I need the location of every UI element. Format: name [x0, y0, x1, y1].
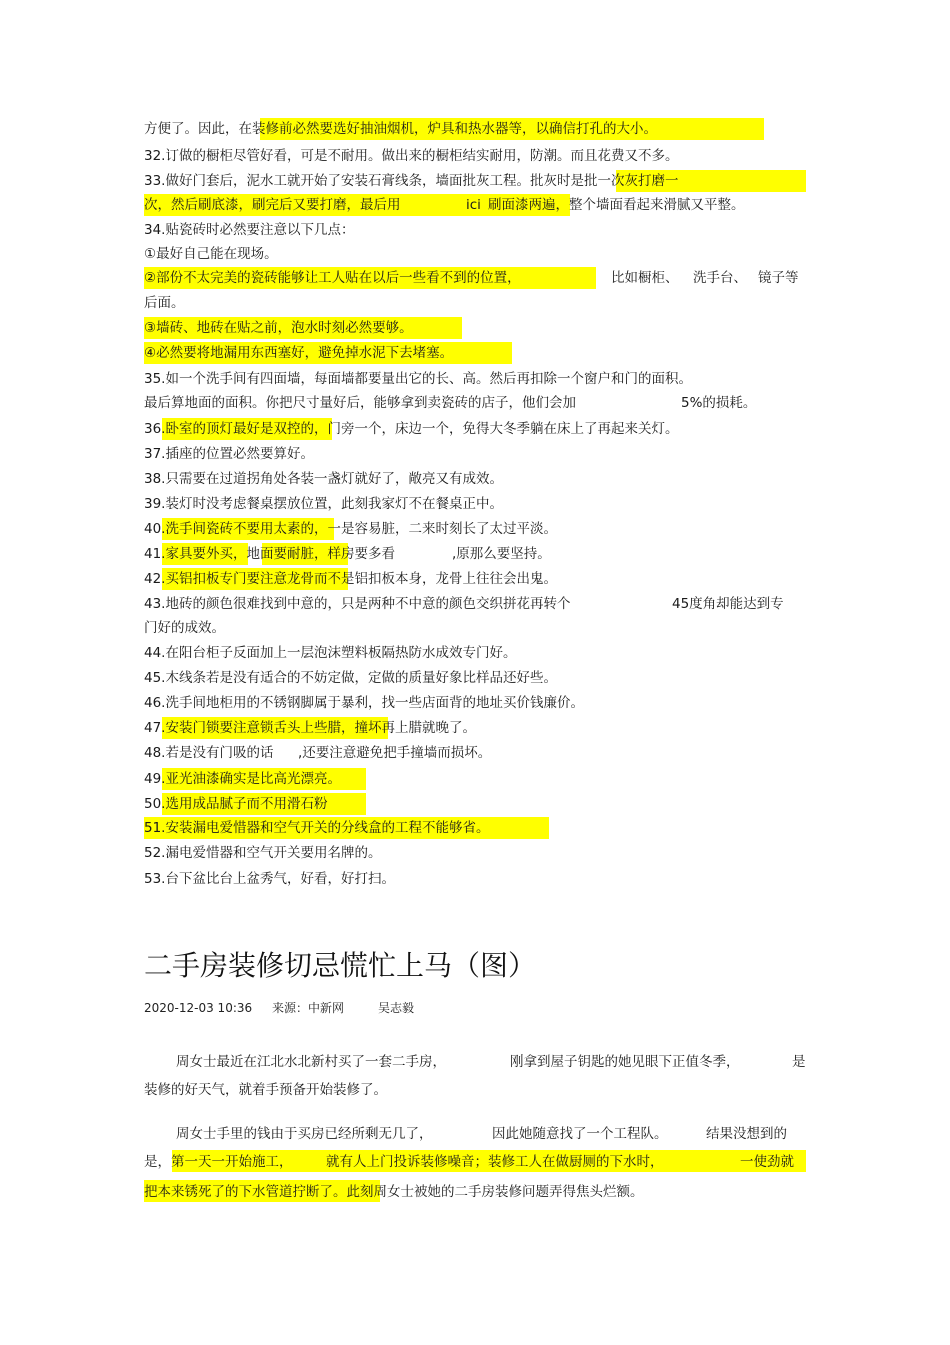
article-source: 来源：中新网 — [272, 1001, 345, 1015]
text-line: 41.家具要外买，地面要耐脏，样房要多看 — [144, 546, 395, 562]
paragraph-line: 是，第一天一开始施工， — [144, 1154, 293, 1170]
text-line: ici — [466, 197, 481, 213]
text-line: 刷面漆两遍，整个墙面看起来滑腻又平整。 — [488, 197, 745, 213]
text-line: 35.如一个洗手间有四面墙，每面墙都要量出它的长、高。然后再扣除一个窗户和门的面积。 — [144, 371, 692, 387]
text-line: ④必然要将地漏用东西塞好，避免掉水泥下去堵塞。 — [144, 345, 454, 361]
text-line: 37.插座的位置必然要算好。 — [144, 446, 314, 462]
paragraph-line: 因此她随意找了一个工程队。 — [492, 1126, 668, 1142]
text-line: 后面。 — [144, 295, 185, 311]
paragraph-line: 装修的好天气，就着手预备开始装修了。 — [144, 1082, 387, 1098]
text-line: 32.订做的橱柜尽管好看，可是不耐用。做出来的橱柜结实耐用，防潮。而且花费又不多。 — [144, 148, 679, 164]
paragraph-line: 是 — [792, 1054, 806, 1070]
text-line: 51.安装漏电爱惜器和空气开关的分线盒的工程不能够省。 — [144, 820, 490, 836]
paragraph-line: 周女士最近在江北水北新村买了一套二手房， — [176, 1054, 446, 1070]
paragraph-line: 周女士手里的钱由于买房已经所剩无几了， — [176, 1126, 433, 1142]
text-line: 43.地砖的颜色很难找到中意的，只是两种不中意的颜色交织拼花再转个 — [144, 596, 571, 612]
text-line: 44.在阳台柜子反面加上一层泡沫塑料板隔热防水成效专门好。 — [144, 645, 517, 661]
text-line: 50.选用成品腻子而不用滑石粉 — [144, 796, 328, 812]
text-line: 45.木线条若是没有适合的不妨定做，定做的质量好象比样品还好些。 — [144, 670, 557, 686]
text-line: 47.安装门锁要注意锁舌头上些腊，撞坏再上腊就晚了。 — [144, 720, 476, 736]
text-line: 方便了。因此，在装修前必然要选好抽油烟机，炉具和热水器等，以确信打孔的大小。 — [144, 121, 657, 137]
text-line: 镜子等 — [758, 270, 799, 286]
text-line: 34.贴瓷砖时必然要注意以下几点： — [144, 222, 355, 238]
text-line: 40.洗手间瓷砖不要用太素的，一是容易脏，二来时刻长了太过平淡。 — [144, 521, 557, 537]
article-author: 吴志毅 — [378, 1001, 415, 1015]
text-line: 门好的成效。 — [144, 620, 225, 636]
text-line: 48.若是没有门吸的话 — [144, 745, 274, 761]
text-line: 39.装灯时没考虑餐桌摆放位置，此刻我家灯不在餐桌正中。 — [144, 496, 503, 512]
text-line: 33.做好门套后，泥水工就开始了安装石膏线条，墙面批灰工程。批灰时是批一次灰打磨一 — [144, 173, 679, 189]
paragraph-line: 结果没想到的 — [706, 1126, 787, 1142]
text-line: 洗手台、 — [693, 270, 747, 286]
text-line: 52.漏电爱惜器和空气开关要用名牌的。 — [144, 845, 382, 861]
text-line: 46.洗手间地柜用的不锈钢脚属于暴利，找一些店面背的地址买价钱廉价。 — [144, 695, 584, 711]
text-line: 比如橱柜、 — [611, 270, 679, 286]
text-line: 次，然后刷底漆，刷完后又要打磨，最后用 — [144, 197, 401, 213]
article-date: 2020-12-03 10:36 — [144, 1001, 253, 1015]
text-line: ②部份不太完美的瓷砖能够让工人贴在以后一些看不到的位置， — [144, 270, 521, 286]
paragraph-line: 刚拿到屋子钥匙的她见眼下正值冬季， — [510, 1054, 740, 1070]
text-line: 36.卧室的顶灯最好是双控的，门旁一个，床边一个，免得大冬季躺在床上了再起来关灯。 — [144, 421, 679, 437]
text-line: ①最好自己能在现场。 — [144, 246, 278, 262]
article-title: 二手房装修切忌慌忙上马（图） — [144, 949, 537, 982]
paragraph-line: 一使劲就 — [740, 1154, 794, 1170]
text-line: 53.台下盆比台上盆秀气，好看，好打扫。 — [144, 871, 395, 887]
text-line: 42.买铝扣板专门要注意龙骨而不是铝扣板本身，龙骨上往往会出鬼。 — [144, 571, 557, 587]
text-line: 最后算地面的面积。你把尺寸量好后，能够拿到卖瓷砖的店子，他们会加 — [144, 395, 576, 411]
text-line: 38.只需要在过道拐角处各装一盏灯就好了，敞亮又有成效。 — [144, 471, 503, 487]
text-line: 49.亚光油漆确实是比高光漂亮。 — [144, 771, 341, 787]
text-line: ③墙砖、地砖在贴之前，泡水时刻必然要够。 — [144, 320, 413, 336]
text-line: ,原那么要坚持。 — [452, 546, 551, 562]
text-line: ,还要注意避免把手撞墙而损坏。 — [298, 745, 492, 761]
text-line: 45度角却能达到专 — [672, 596, 784, 612]
paragraph-line: 把本来锈死了的下水管道拧断了。此刻周女士被她的二手房装修问题弄得焦头烂额。 — [144, 1184, 644, 1200]
paragraph-line: 就有人上门投诉装修噪音；装修工人在做厨厕的下水时， — [326, 1154, 664, 1170]
text-line: 5%的损耗。 — [681, 395, 757, 411]
